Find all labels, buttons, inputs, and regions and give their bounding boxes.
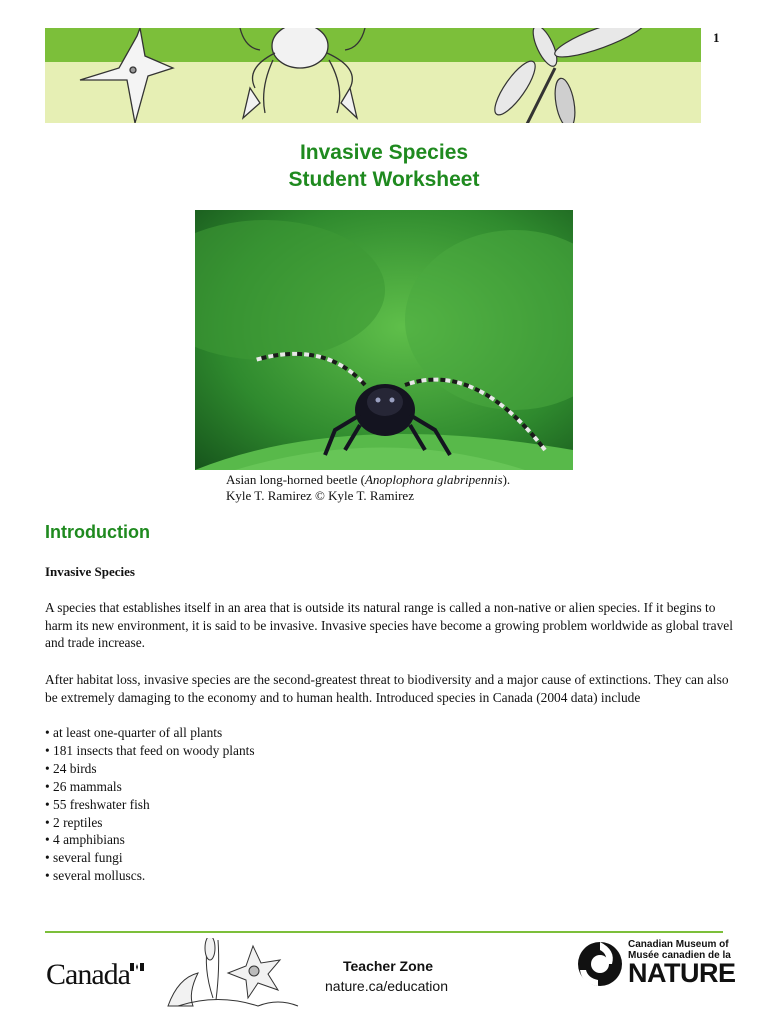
museum-name-en: Canadian Museum of (628, 939, 729, 950)
list-item: • 181 insects that feed on woody plants (45, 742, 255, 758)
introduction-heading: Introduction (45, 522, 150, 542)
museum-name-fr: Musée canadien de la (628, 950, 731, 961)
page-title-line1: Invasive Species (299, 141, 469, 164)
footer-divider (45, 931, 723, 933)
list-item: • 2 reptiles (45, 814, 103, 830)
list-item: • 24 birds (45, 760, 97, 776)
crab-illustration (240, 28, 365, 118)
intro-paragraph-2: After habitat loss, invasive species are the second-greatest threat to biodiversity and a major cause of extinctions. They can also be extremely damaging to the economy and to human health. Introduced species in Canada (2004 data) include (45, 672, 729, 705)
museum-nature-wordmark: NATURE (628, 958, 736, 988)
invasive-species-subheading: Invasive Species (45, 564, 135, 579)
species-list (45, 724, 255, 885)
caption-species: Anoplophora glabripennis (364, 472, 503, 487)
page-number: 1 (713, 30, 720, 45)
caption-credit: Kyle T. Ramirez © Kyle T. Ramirez (226, 488, 414, 503)
teacher-zone-title: Teacher Zone (343, 958, 433, 974)
list-item: • at least one-quarter of all plants (45, 725, 223, 740)
dragonfly-illustration (488, 28, 648, 123)
flowers-illustration (158, 938, 303, 1008)
canada-flag-icon (130, 963, 144, 971)
list-item: • 4 amphibians (45, 832, 125, 848)
intro-paragraph-1: A species that establishes itself in an area that is outside its natural range is called a non-native or alien species. If it begins to harm its new environment, it is said to be invasive. Invasive species have become a growing problem worldwide as global travel and trade increase. (45, 600, 733, 650)
caption-prefix: Asian long-horned beetle ( (226, 472, 365, 487)
starfish-illustration (80, 28, 173, 123)
list-item: • several fungi (45, 850, 123, 866)
beetle-photo (195, 210, 573, 470)
header-banner (45, 28, 701, 123)
canada-wordmark: Canada (46, 958, 130, 991)
photo-caption (226, 472, 510, 504)
banner-illustrations (45, 28, 701, 123)
list-item: • 26 mammals (45, 778, 122, 794)
list-item: • several molluscs. (45, 868, 146, 884)
list-item: • 55 freshwater fish (45, 796, 150, 812)
page-title-line2: Student Worksheet (288, 168, 480, 191)
teacher-zone-url[interactable]: nature.ca/education (325, 978, 448, 994)
caption-suffix: ). (502, 472, 511, 487)
museum-logo-icon (576, 940, 624, 988)
